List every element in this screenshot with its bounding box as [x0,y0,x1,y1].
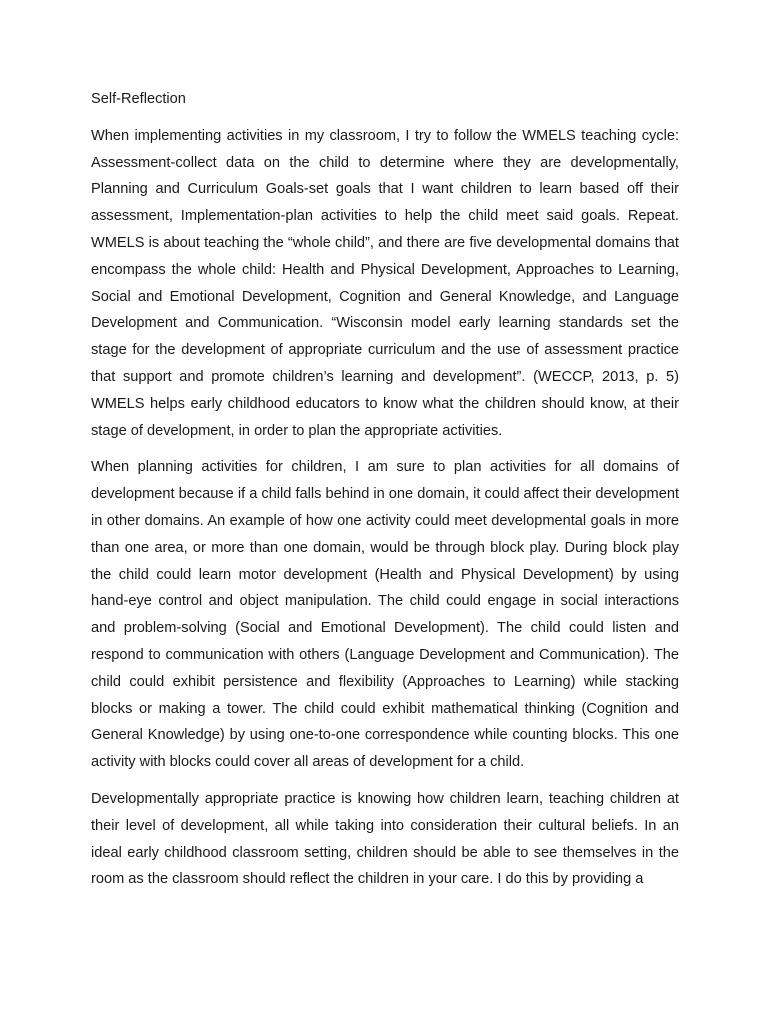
paragraph-text-segment: that encompass the whole child: Health and Physical Development, Approaches to Learning, Social and Emotional Development, Cognition and General Knowledge, and [91,234,679,305]
paragraph-text-segment: WMELS is about teaching the “whole child”, and there are five developmental domains [91,234,651,251]
paragraph-text-segment: practice that support and promote children’s learning and development”. (WECCP, 2013, [91,342,679,385]
paragraph-text-segment: p. 5) WMELS helps early childhood educators to know what the children should know, at their stage of development, in order to plan the appropriate activities. [91,368,680,439]
paragraph-text-segment: Developmentally appropriate practice is knowing how children learn, teaching children at their level of development, all while taking into consideration their cultural beliefs. In an ideal early childhood classroom setting, children should be able to see themselves in the room as the classroom should reflect the children in your care. I do this by providing a [91,790,679,888]
document-title: Self-Reflection [91,91,186,107]
document-body [91,86,679,903]
paragraph-text-segment: When planning activities for children, I am sure to plan activities for all domains of development because if a child falls behind in one domain, it could affect their development in other domains. An example of how one activity could meet developmental goals in more than one area, or more than one domain, would be through block play. During block play the child could learn motor development (Health and Physical Development) by using hand-eye control and object manipulation. The child could engage in social interactions and problem-solving (Social and Emotional Development). The child could listen and respond to communication with others (Language Development and Communication). The child could exhibit persistence and flexibility (Approaches to Learning) while stacking blocks or making a tower. The child could exhibit mathematical thinking (Cognition and General Knowledge) by using one-to-one correspondence while counting blocks. This one activity with blocks could cover all areas of development for a child. [91,459,679,771]
paragraph-developmentally-appropriate-practice [91,786,679,893]
paragraph-text-segment: Language Development and Communication. “Wisconsin model early learning standards [91,288,679,332]
paragraph-planning-activities [91,454,679,776]
paragraph-text-segment: set the stage for the development of appropriate curriculum and the use of assessment [91,315,679,359]
paragraph-text-segment: When implementing activities in my classroom, I try to follow the WMELS teaching cycle: Assessment-collect data on the child to determine where they are developmentally, Planning and Curriculum Goals-set goals that I want children to learn based off their assessment, Implementation-plan activities to help the child meet said goals. Repeat. [91,127,679,225]
paragraph-wmels-cycle [91,123,679,445]
